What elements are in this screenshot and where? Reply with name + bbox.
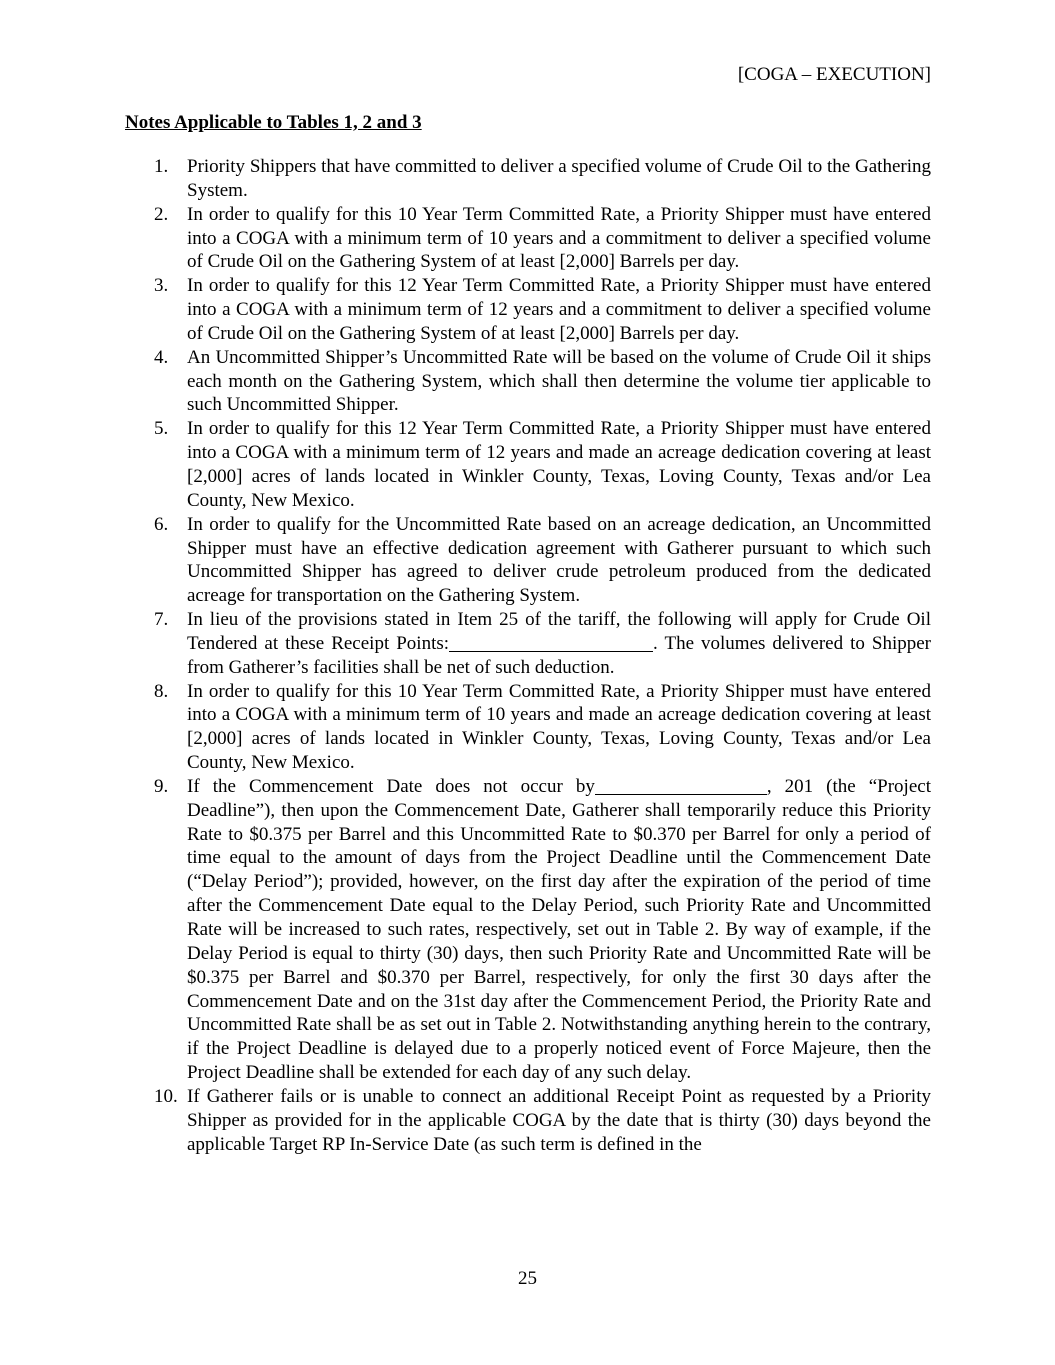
section-heading: Notes Applicable to Tables 1, 2 and 3 bbox=[125, 112, 422, 133]
note-item bbox=[125, 155, 931, 203]
note-item bbox=[125, 274, 931, 346]
note-text: In order to qualify for this 10 Year Term Committed Rate, a Priority Shipper must have entered into a COGA with a minimum term of 10 years and a commitment to deliver a specified volume of Crude Oil on the Gathering System of at least [2,000] Barrels per day. bbox=[187, 203, 931, 273]
document-header-tag: [COGA – EXECUTION] bbox=[737, 64, 931, 85]
note-item bbox=[125, 775, 931, 1085]
note-text: In order to qualify for this 12 Year Term Committed Rate, a Priority Shipper must have entered into a COGA with a minimum term of 12 years and a commitment to deliver a specified volume of Crude Oil on the Gathering System of at least [2,000] Barrels per day. bbox=[187, 275, 931, 344]
fill-in-blank-line bbox=[449, 633, 653, 652]
note-text-before-blank: In lieu of the provisions stated in Item 25 of the tariff, the following will apply for Crude Oil Tendered at these Receipt Points: bbox=[187, 609, 931, 654]
note-number: 7. bbox=[154, 609, 169, 631]
note-number: 8. bbox=[154, 680, 169, 702]
note-number: 6. bbox=[154, 513, 169, 535]
note-item bbox=[125, 680, 931, 775]
note-text: In order to qualify for this 12 Year Term Committed Rate, a Priority Shipper must have entered into a COGA with a minimum term of 12 years and made an acreage dedication covering at least [2,000] acres of lands located in Winkler County, Texas, Loving County, Texas and/or Lea County, New Mexico. bbox=[187, 418, 931, 511]
note-number: 10. bbox=[154, 1085, 178, 1107]
note-item bbox=[125, 513, 931, 608]
note-number: 5. bbox=[154, 418, 169, 440]
note-item bbox=[125, 203, 931, 275]
note-item bbox=[125, 1085, 931, 1157]
note-text: Priority Shippers that have committed to deliver a specified volume of Crude Oil to the Gathering System. bbox=[187, 156, 931, 201]
fill-in-blank-line bbox=[595, 776, 767, 795]
note-text: An Uncommitted Shipper’s Uncommitted Rate will be based on the volume of Crude Oil it ships each month on the Gathering System, which shall then determine the volume tier applicable to such Uncommitted Shipper. bbox=[187, 346, 931, 416]
page-number: 25 bbox=[518, 1268, 537, 1289]
notes-list bbox=[125, 155, 931, 1156]
note-number: 3. bbox=[154, 275, 169, 297]
note-text: In order to qualify for this 10 Year Term Committed Rate, a Priority Shipper must have entered into a COGA with a minimum term of 10 years and made an acreage dedication covering at least [2,000] acres of lands located in Winkler County, Texas, Loving County, Texas and/or Lea County, New Mexico. bbox=[187, 680, 931, 774]
note-item bbox=[125, 417, 931, 512]
note-number: 2. bbox=[154, 203, 169, 225]
note-text: If Gatherer fails or is unable to connect an additional Receipt Point as requested by a Priority Shipper as provided for in the applicable COGA by the date that is thirty (30) days beyond the applicable Target RP In-Service Date (as such term is defined in the bbox=[187, 1085, 931, 1155]
note-text: In order to qualify for the Uncommitted Rate based on an acreage dedication, an Uncommitted Shipper must have an effective dedication agreement with Gatherer pursuant to which such Uncommitted Shipper has agreed to deliver crude petroleum produced from the dedicated acreage for transportation on the Gathering System. bbox=[187, 513, 931, 607]
note-number: 1. bbox=[154, 156, 169, 177]
note-text-before-blank: If the Commencement Date does not occur by bbox=[187, 775, 595, 797]
note-text-after-blank: , 201 (the “Project Deadline”), then upon the Commencement Date, Gatherer shall temporarily reduce this Priority Rate to $0.375 per Barrel and this Uncommitted Rate to $0.370 per Barrel for only a period of time equal to the amount of days from the Project Deadline until the Commencement Date (“Delay Period”); provided, however, on the first day after the expiration of the period of time after the Commencement Date equal to the Delay Period, such Priority Rate and Uncommitted Rate will be increased to such rates, respectively, set out in Table 2. By way of example, if the Delay Period is equal to thirty (30) days, then such Priority Rate and Uncommitted Rate will be $0.375 per Barrel and $0.370 per Barrel, respectively, for only the first 30 days after the Commencement Date and on the 31st day after the Commencement Period, the Priority Rate and Uncommitted Rate shall be as set out in Table 2. Notwithstanding anything herein to the contrary, if the Project Deadline is delayed due to a properly noticed event of Force Majeure, then the Project Deadline shall be extended for each day of any such delay. bbox=[187, 775, 931, 1084]
note-text-after-blank: . The volumes delivered to Shipper from Gatherer’s facilities shall be net of such deduction. bbox=[187, 632, 932, 678]
note-item bbox=[125, 608, 931, 680]
note-item bbox=[125, 346, 931, 418]
note-number: 9. bbox=[154, 775, 169, 797]
note-number: 4. bbox=[154, 346, 169, 368]
